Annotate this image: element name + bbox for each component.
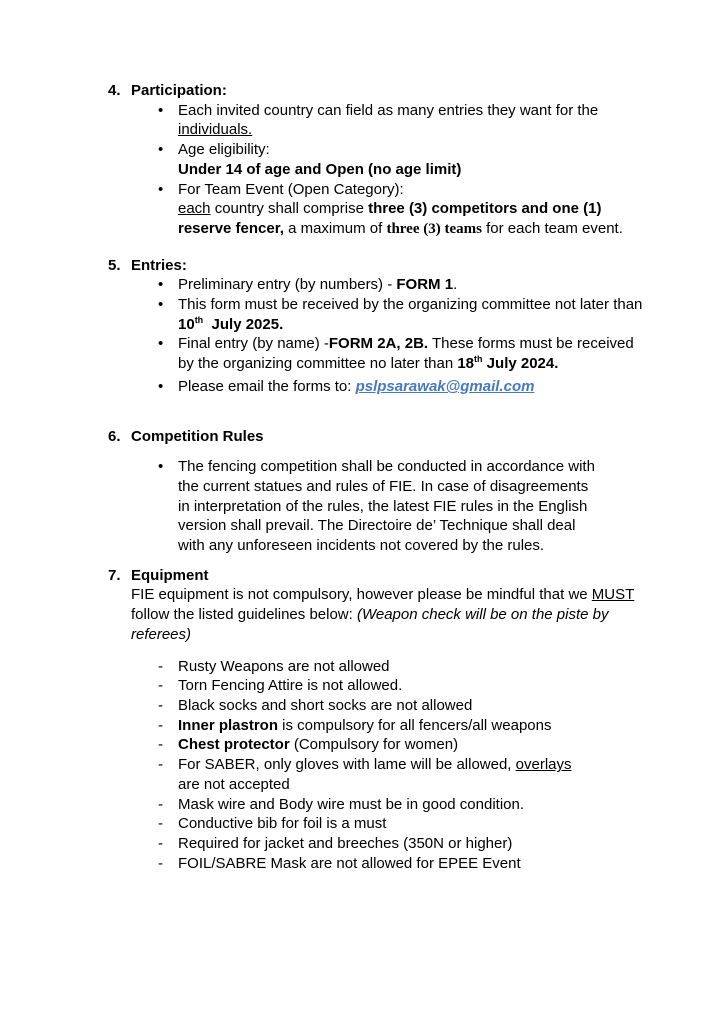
text-segment: For SABER, only gloves with lame will be allowed,: [178, 756, 516, 774]
text-segment: MUST: [591, 586, 635, 604]
section-header: [108, 81, 724, 101]
text-line: [178, 676, 402, 696]
item-text: [178, 101, 598, 140]
text-segment: Chest protector: [178, 736, 290, 754]
text-line: [178, 315, 642, 335]
section-header: [108, 566, 724, 586]
bullet-item: [158, 457, 724, 556]
text-segment: version shall prevail. The Directoire de’ Technique shall deal: [178, 517, 576, 535]
dash-item: [158, 814, 724, 834]
section-heading: Equipment: [131, 566, 209, 584]
item-text: [178, 295, 642, 334]
dash-item: [158, 676, 724, 696]
bullet-marker: •: [158, 296, 164, 314]
text-segment: are not accepted: [178, 775, 290, 793]
bullet-item: [158, 180, 724, 240]
text-line: [178, 657, 390, 677]
text-segment: FORM 1: [396, 276, 454, 294]
text-segment: Mask wire and Body wire must be in good condition.: [178, 795, 525, 813]
section-number: 6.: [108, 427, 121, 445]
bullet-marker: •: [158, 335, 164, 353]
text-segment: Age eligibility:: [178, 141, 270, 159]
text-segment: each: [178, 200, 211, 218]
text-segment: Torn Fencing Attire is not allowed.: [178, 677, 403, 695]
text-segment: (Compulsory for women): [289, 736, 459, 754]
section-6: [0, 427, 724, 556]
bullet-item: [158, 377, 724, 397]
item-list: [158, 457, 724, 556]
item-text: [178, 377, 534, 397]
item-text: [178, 854, 521, 874]
dash-marker: -: [158, 716, 163, 734]
text-line: [178, 497, 595, 517]
text-segment: for each team event.: [481, 219, 623, 237]
text-segment: referees): [131, 625, 192, 643]
dash-marker: -: [158, 756, 163, 774]
text-segment: Final entry (by name) -: [178, 335, 329, 353]
section-heading: Entries:: [131, 256, 187, 274]
text-segment: Black socks and short socks are not allowed: [178, 696, 473, 714]
text-segment: individuals.: [178, 121, 253, 139]
text-line: [178, 354, 634, 374]
text-line: [178, 755, 572, 775]
text-line: [178, 795, 524, 815]
item-text: [178, 834, 512, 854]
item-text: [178, 140, 461, 179]
document-content: [0, 81, 724, 873]
section-number: 5.: [108, 256, 121, 274]
section-number: 7.: [108, 566, 121, 584]
text-segment: reserve fencer,: [178, 219, 284, 237]
dash-marker: -: [158, 854, 163, 872]
text-segment: Under 14 of age and Open (no age limit): [178, 160, 462, 178]
text-segment: overlays: [515, 756, 572, 774]
dash-marker: -: [158, 834, 163, 852]
text-segment: These forms must be received: [428, 335, 634, 353]
text-line: [178, 457, 595, 477]
text-line: [178, 735, 458, 755]
dash-item: [158, 834, 724, 854]
dash-marker: -: [158, 795, 163, 813]
bullet-marker: •: [158, 276, 164, 294]
section-5: [0, 256, 724, 397]
text-segment: (Weapon check will be on the piste by: [356, 606, 609, 624]
text-line: [131, 605, 724, 625]
section-intro: [131, 585, 724, 644]
section-header: [108, 427, 724, 447]
text-segment: Rusty Weapons are not allowed: [178, 657, 390, 675]
text-segment: FORM 2A, 2B.: [328, 335, 429, 353]
item-list: [158, 101, 724, 240]
text-segment: Conductive bib for foil is a must: [178, 815, 387, 833]
text-line: [178, 140, 461, 160]
text-line: [178, 854, 521, 874]
text-line: [178, 160, 461, 180]
bullet-marker: •: [158, 458, 164, 476]
text-line: [178, 275, 457, 295]
text-segment: FOIL/SABRE Mask are not allowed for EPEE Event: [178, 854, 521, 872]
dash-marker: -: [158, 815, 163, 833]
text-line: [178, 377, 534, 397]
section-heading: Participation:: [131, 82, 227, 99]
bullet-marker: •: [158, 141, 164, 159]
item-text: [178, 334, 634, 373]
text-segment: three (3) teams: [386, 220, 482, 237]
text-segment: July 2024.: [482, 355, 559, 373]
bullet-item: [158, 101, 724, 140]
item-text: [178, 716, 551, 736]
text-line: [178, 536, 595, 556]
dash-marker: -: [158, 696, 163, 714]
text-segment: Each invited country can field as many entries they want for the: [178, 101, 599, 119]
text-segment: th: [194, 314, 204, 325]
bullet-item: [158, 275, 724, 295]
dash-marker: -: [158, 736, 163, 754]
text-line: [131, 585, 724, 605]
section-number: 4.: [108, 82, 121, 99]
bullet-marker: •: [158, 101, 164, 119]
bullet-item: [158, 334, 724, 373]
text-line: [131, 625, 724, 645]
dash-item: [158, 795, 724, 815]
text-line: [178, 219, 623, 240]
text-line: [178, 716, 551, 736]
email-link[interactable]: pslpsarawak@gmail.com: [355, 377, 535, 395]
item-text: [178, 795, 524, 815]
text-segment: by the organizing committee no later than: [178, 355, 458, 373]
bullet-item: [158, 140, 724, 179]
text-segment: a maximum of: [283, 219, 387, 237]
dash-item: [158, 755, 724, 794]
dash-marker: -: [158, 677, 163, 695]
text-segment: Please email the forms to:: [178, 377, 356, 395]
dash-marker: -: [158, 657, 163, 675]
section-7: [0, 566, 724, 874]
text-line: [178, 775, 572, 795]
text-line: [178, 180, 623, 200]
text-line: [178, 199, 623, 219]
item-list: [158, 275, 724, 396]
bullet-item: [158, 295, 724, 334]
section-header: [108, 256, 724, 276]
text-segment: FIE equipment is not compulsory, however please be mindful that we: [131, 586, 592, 604]
dash-item: [158, 696, 724, 716]
text-line: [178, 834, 512, 854]
dash-item: [158, 854, 724, 874]
item-text: [178, 735, 458, 755]
item-text: [178, 696, 472, 716]
dash-item: [158, 735, 724, 755]
text-line: [178, 334, 634, 354]
text-line: [178, 814, 386, 834]
text-segment: Preliminary entry (by numbers) -: [178, 276, 397, 294]
item-text: [178, 180, 623, 240]
item-text: [178, 814, 386, 834]
text-segment: three (3) competitors and one (1): [368, 200, 602, 218]
text-segment: Inner plastron: [178, 716, 279, 734]
item-text: [178, 755, 572, 794]
section-heading: Competition Rules: [131, 427, 264, 445]
text-segment: the current statues and rules of FIE. In case of disagreements: [178, 477, 589, 495]
text-segment: 18: [457, 355, 475, 373]
text-line: [178, 477, 595, 497]
text-segment: July 2025.: [203, 315, 284, 333]
text-line: [178, 101, 598, 121]
text-segment: This form must be received by the organizing committee not later than: [178, 296, 643, 314]
text-segment: country shall comprise: [210, 200, 369, 218]
text-segment: th: [474, 354, 483, 365]
text-segment: 10: [178, 315, 195, 333]
item-text: [178, 275, 457, 295]
text-line: [178, 516, 595, 536]
bullet-marker: •: [158, 180, 164, 198]
text-segment: Required for jacket and breeches (350N or higher): [178, 834, 513, 852]
section-4: [0, 81, 724, 240]
item-text: [178, 676, 402, 696]
text-segment: is compulsory for all fencers/all weapons: [278, 716, 552, 734]
text-segment: .: [453, 276, 458, 294]
text-line: [178, 696, 472, 716]
item-text: [178, 657, 390, 677]
text-segment: in interpretation of the rules, the latest FIE rules in the English: [178, 497, 588, 515]
text-segment: The fencing competition shall be conducted in accordance with: [178, 458, 595, 476]
item-list: [158, 657, 724, 874]
text-line: [178, 295, 642, 315]
text-segment: For Team Event (Open Category):: [178, 180, 404, 198]
dash-item: [158, 657, 724, 677]
bullet-marker: •: [158, 377, 164, 395]
text-segment: with any unforeseen incidents not covered by the rules.: [178, 537, 545, 555]
item-text: [178, 457, 595, 556]
text-line: [178, 120, 598, 140]
text-segment: follow the listed guidelines below:: [131, 606, 357, 624]
dash-item: [158, 716, 724, 736]
